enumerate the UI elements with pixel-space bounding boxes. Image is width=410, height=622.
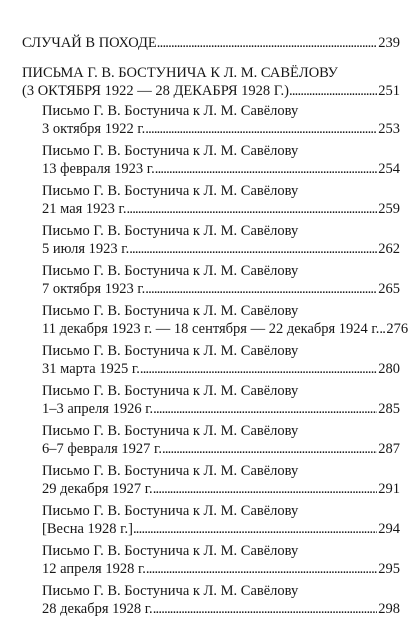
toc-entry-letter — [22, 262, 400, 298]
letter-title: Письмо Г. В. Бостунича к Л. М. Савёлову — [42, 263, 299, 279]
letter-date: 3 октября 1922 г. — [42, 121, 146, 137]
letter-title: Письмо Г. В. Бостунича к Л. М. Савёлову — [42, 583, 299, 599]
toc-page-number: 254 — [378, 161, 400, 177]
toc-entry-letter — [22, 182, 400, 218]
toc-line — [42, 360, 400, 378]
toc-page-number: 259 — [378, 201, 400, 217]
toc-line — [42, 320, 409, 338]
toc-page-number: 253 — [378, 121, 400, 137]
letter-date: 21 мая 1923 г. — [42, 201, 127, 217]
toc-line — [42, 400, 400, 418]
letter-title: Письмо Г. В. Бостунича к Л. М. Савёлову — [42, 463, 299, 479]
toc-line — [42, 560, 400, 578]
letter-date: 29 декабря 1927 г. — [42, 481, 153, 497]
toc-entry-section — [22, 34, 400, 52]
toc-page-number: 295 — [378, 561, 400, 577]
dot-leader — [162, 440, 377, 458]
toc-entry-letter — [22, 102, 400, 138]
letter-title: Письмо Г. В. Бостунича к Л. М. Савёлову — [42, 303, 299, 319]
dot-leader — [140, 360, 377, 378]
letter-date: 31 марта 1925 г. — [42, 361, 140, 377]
dot-leader — [129, 240, 377, 258]
toc-line — [22, 34, 400, 52]
toc-entry-letter — [22, 582, 400, 618]
dot-leader — [145, 280, 377, 298]
toc-line — [42, 280, 400, 298]
toc-line — [42, 160, 400, 178]
toc-page-number: 298 — [378, 601, 400, 617]
toc-page-number: 294 — [378, 521, 400, 537]
toc-line — [42, 600, 400, 618]
toc-entry-letter — [22, 542, 400, 578]
dot-leader — [133, 520, 377, 538]
dot-leader — [153, 480, 378, 498]
toc-line — [22, 82, 400, 100]
letter-title: Письмо Г. В. Бостунича к Л. М. Савёлову — [42, 143, 299, 159]
letter-title: Письмо Г. В. Бостунича к Л. М. Савёлову — [42, 343, 299, 359]
letter-date: 5 июля 1923 г. — [42, 241, 130, 257]
toc-entry-letter — [22, 502, 400, 538]
toc-entry-letter — [22, 422, 400, 458]
letter-title: Письмо Г. В. Бостунича к Л. М. Савёлову — [42, 503, 299, 519]
letter-date: 6–7 февраля 1927 г. — [42, 441, 162, 457]
toc-entry-letter — [22, 222, 400, 258]
toc-entry-letter — [22, 462, 400, 498]
dot-leader — [157, 34, 378, 52]
toc-page-number: 251 — [378, 83, 400, 99]
toc-page-number: 280 — [378, 361, 400, 377]
letter-date: [Весна 1928 г.] — [42, 521, 133, 537]
toc-page-number: 291 — [378, 481, 400, 497]
dot-leader — [155, 160, 378, 178]
toc-page-number: 262 — [378, 241, 400, 257]
toc-page-number: 285 — [378, 401, 400, 417]
letter-date: 7 октября 1923 г. — [42, 281, 146, 297]
toc-entry-letter — [22, 142, 400, 178]
letter-title: Письмо Г. В. Бостунича к Л. М. Савёлову — [42, 103, 299, 119]
letter-title: Письмо Г. В. Бостунича к Л. М. Савёлову — [42, 543, 299, 559]
toc-line — [42, 440, 400, 458]
dot-leader — [145, 120, 377, 138]
toc-entry-letters-header — [22, 64, 400, 100]
toc-page-number: 265 — [378, 281, 400, 297]
letter-title: Письмо Г. В. Бостунича к Л. М. Савёлову — [42, 423, 299, 439]
letter-title: Письмо Г. В. Бостунича к Л. М. Савёлову — [42, 383, 299, 399]
toc-line — [42, 240, 400, 258]
letter-date: 13 февраля 1923 г. — [42, 161, 155, 177]
toc-entry-letter — [22, 342, 400, 378]
dot-leader — [289, 82, 377, 100]
dot-leader — [153, 400, 377, 418]
toc-line — [42, 200, 400, 218]
letter-date: 28 декабря 1928 г. — [42, 601, 153, 617]
toc-entry-date-range: (3 ОКТЯБРЯ 1922 — 28 ДЕКАБРЯ 1928 Г.) — [22, 83, 289, 99]
letter-title: Письмо Г. В. Бостунича к Л. М. Савёлову — [42, 223, 299, 239]
toc-page-number: 276 — [386, 321, 409, 337]
letter-date: 1–3 апреля 1926 г. — [42, 401, 154, 417]
toc-entry-title: СЛУЧАЙ В ПОХОДЕ — [22, 35, 157, 51]
toc-page-number: 287 — [378, 441, 400, 457]
dot-leader — [153, 600, 378, 618]
toc-entry-letter — [22, 302, 409, 338]
table-of-contents — [22, 34, 409, 622]
dot-leader — [146, 560, 377, 578]
letter-date: 11 декабря 1923 г. — 18 сентября — 22 декабря 1924 г. — [42, 321, 380, 337]
toc-entry-title: ПИСЬМА Г. В. БОСТУНИЧА К Л. М. САВЁЛОВУ — [22, 65, 338, 81]
letter-title: Письмо Г. В. Бостунича к Л. М. Савёлову — [42, 183, 299, 199]
dot-leader — [127, 200, 378, 218]
toc-line — [42, 120, 400, 138]
letter-date: 12 апреля 1928 г. — [42, 561, 146, 577]
toc-entry-letter — [22, 382, 400, 418]
toc-line — [42, 520, 400, 538]
toc-page-number: 239 — [378, 35, 400, 51]
toc-line — [42, 480, 400, 498]
